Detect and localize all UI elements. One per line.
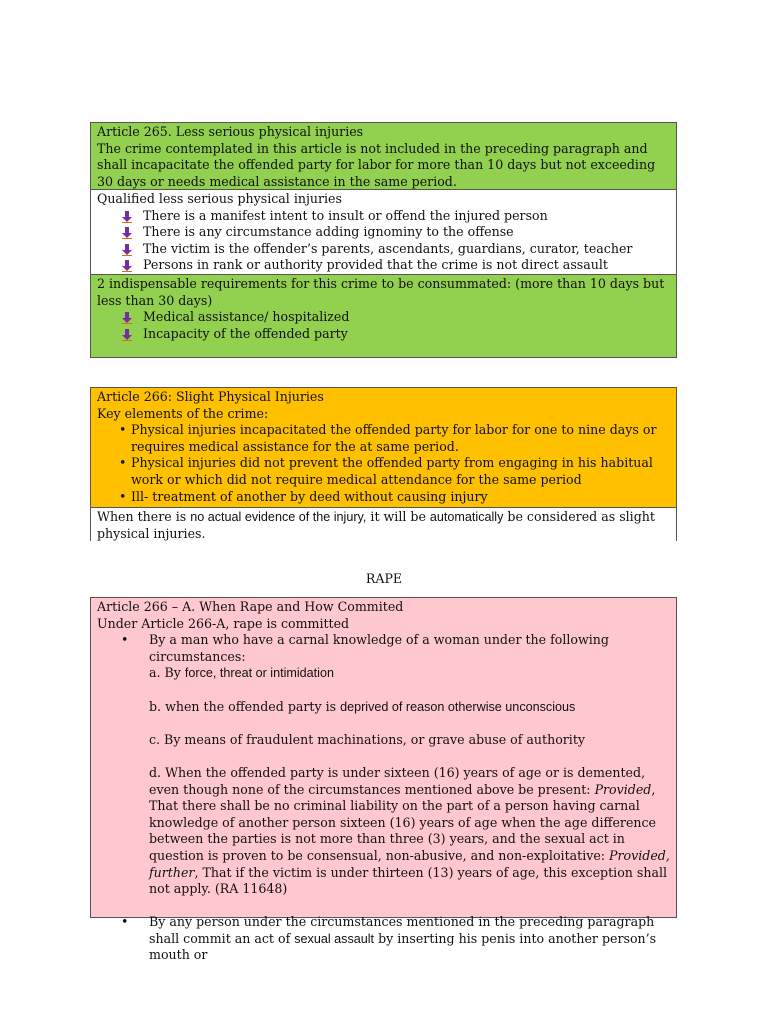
requirement-item: Incapacity of the offended party: [97, 326, 670, 343]
arrow-bullet-icon: [121, 211, 133, 223]
emphasis-deprived: deprived of reason otherwise unconscious: [340, 699, 576, 714]
qualified-item: There is any circumstance adding ignominy to the offense: [97, 224, 670, 241]
provided-further-text: Provided, further: [149, 847, 670, 880]
emphasis-no-evidence: no actual evidence of the injury,: [190, 510, 367, 524]
rape-item-text: By a man who have a carnal knowledge of a woman under the following circumstances:: [149, 632, 609, 664]
circumstance-c: c. By means of fraudulent machinations, or grave abuse of authority: [149, 731, 586, 747]
bullet-icon: •: [121, 914, 129, 930]
circumstance-d: d. When the offended party is under sixteen (16) years of age or is demented, even though none of the circumstances mentioned above be present: Provided, That there shall be no criminal liability on the part of a person having carnal knowledge of another person sixteen (16) years of age when the age difference between the parties is not more than three (3) years, and the sexual act in question is proven to be consensual, non-abusive, and non-exploitative: Provided, further, That if the victim is under thirteen (13) years of age, this exception shall not apply. (RA 11648): [149, 764, 670, 897]
qualified-list: [97, 208, 670, 274]
key-elements-title: Key elements of the crime:: [97, 405, 269, 421]
requirements-title: 2 indispensable requirements for this crime to be consummated: (more than 10 days but less than 30 days): [97, 276, 665, 308]
qualified-item: The victim is the offender’s parents, ascendants, guardians, curator, teacher: [97, 241, 670, 258]
rape-list: [97, 632, 670, 964]
arrow-bullet-icon: [121, 260, 133, 272]
article-266a-title: Article 266 – A. When Rape and How Commited: [97, 599, 404, 614]
qualified-section: [91, 189, 676, 274]
requirement-item: Medical assistance/ hospitalized: [97, 309, 670, 326]
article-265-header: [91, 123, 676, 189]
article-266-title: Article 266: Slight Physical Injuries: [97, 389, 324, 404]
bullet-icon: •: [121, 632, 129, 648]
article-266a-box: [90, 597, 677, 963]
article-266-note: When there is no actual evidence of the injury, it will be automatically be considered as slight physical injuries.: [91, 507, 676, 541]
key-element-item: • Ill- treatment of another by deed without causing injury: [119, 488, 488, 504]
arrow-bullet-icon: [121, 312, 133, 324]
qualified-item: There is a manifest intent to insult or offend the injured person: [97, 208, 670, 225]
article-266a-under: Under Article 266-A, rape is committed: [97, 615, 350, 631]
rape-item: • By any person under the circumstances mentioned in the preceding paragraph shall commit an act of sexual assault by inserting his penis into another person’s mouth or: [121, 914, 657, 963]
circumstance-b: b. when the offended party is deprived of reason otherwise unconscious: [149, 698, 576, 714]
qualified-item: Persons in rank or authority provided that the crime is not direct assault: [97, 257, 670, 274]
article-265-box: [90, 122, 677, 358]
key-element-item: • Physical injuries incapacitated the offended party for labor for one to nine days or requires medical assistance for the at same period.: [119, 422, 657, 454]
emphasis-sexual-assault: sexual assault: [294, 931, 375, 946]
provided-text: Provided: [594, 781, 652, 797]
rape-heading: RAPE: [365, 571, 403, 586]
requirements-list: [97, 309, 670, 342]
bullet-icon: •: [119, 488, 127, 504]
qualified-title: Qualified less serious physical injuries: [97, 191, 342, 206]
key-element-item: • Physical injuries did not prevent the offended party from engaging in his habitual work or which did not require medical attendance for the same period: [119, 455, 653, 487]
article-266-box: [90, 387, 677, 541]
bullet-icon: •: [119, 422, 127, 438]
rape-item: [97, 632, 670, 914]
bullet-icon: •: [119, 455, 127, 471]
emphasis-automatically: automatically: [429, 510, 504, 524]
key-elements-list: [97, 422, 670, 505]
article-265-description: The crime contemplated in this article is not included in the preceding paragraph and shall incapacitate the offended party for labor for more than 10 days but not exceeding 30 days or needs medical assistance in the same period.: [97, 140, 656, 189]
emphasis-force: force, threat or intimidation: [184, 666, 334, 681]
arrow-bullet-icon: [121, 244, 133, 256]
arrow-bullet-icon: [121, 329, 133, 341]
requirements-section: [91, 274, 676, 357]
article-266a-body: [91, 598, 676, 963]
arrow-bullet-icon: [121, 227, 133, 239]
article-266-header: [91, 388, 676, 507]
article-265-title: Article 265. Less serious physical injuries: [97, 124, 364, 139]
circumstance-a: a. By force, threat or intimidation: [149, 665, 334, 681]
